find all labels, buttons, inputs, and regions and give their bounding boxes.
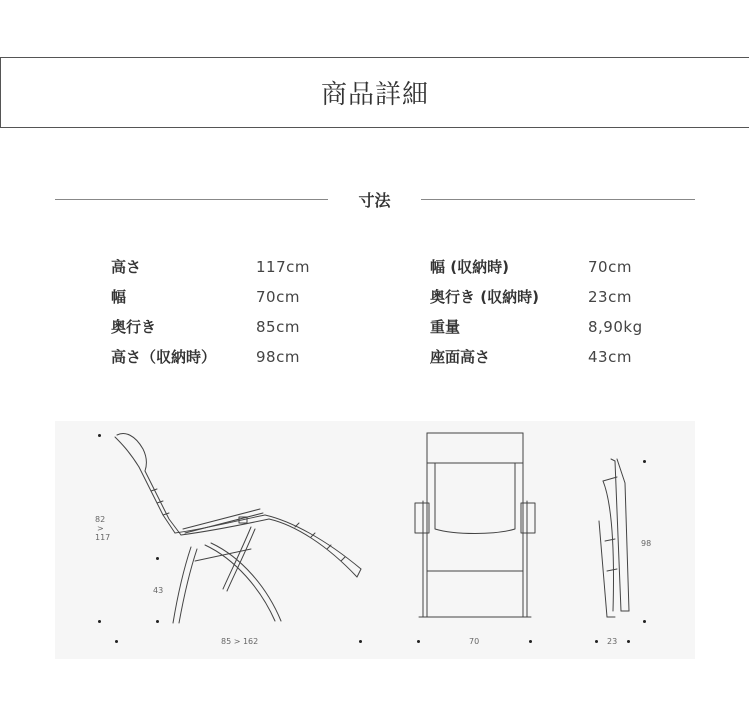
side-view-chair bbox=[115, 434, 361, 623]
marker-dot bbox=[417, 640, 420, 643]
dim-folded-height: 98 bbox=[641, 539, 652, 548]
marker-dot bbox=[115, 640, 118, 643]
marker-dot bbox=[595, 640, 598, 643]
page-title: 商品詳細 bbox=[320, 80, 429, 110]
marker-dot bbox=[643, 620, 646, 623]
dim-side-height-sep: > bbox=[97, 524, 104, 533]
dim-seat-height: 43 bbox=[153, 586, 164, 595]
spec-value-width: 70cm bbox=[256, 288, 300, 306]
marker-dot bbox=[643, 460, 646, 463]
marker-dot bbox=[156, 620, 159, 623]
spec-label-depth: 奥行き bbox=[111, 318, 157, 336]
dim-front-width: 70 bbox=[469, 637, 480, 646]
marker-dot bbox=[98, 620, 101, 623]
section-divider-right bbox=[421, 199, 695, 200]
spec-label-folded-height: 高さ（収納時） bbox=[111, 348, 217, 366]
spec-label-height: 高さ bbox=[111, 258, 142, 276]
dim-folded-depth: 23 bbox=[607, 637, 618, 646]
dim-side-height-bottom: 117 bbox=[95, 533, 111, 542]
dimension-diagram bbox=[55, 421, 695, 659]
marker-dot bbox=[98, 434, 101, 437]
spec-value-folded-depth: 23cm bbox=[588, 288, 632, 306]
section-divider-left bbox=[55, 199, 328, 200]
spec-label-seat-height: 座面高さ bbox=[430, 348, 491, 366]
marker-dot bbox=[359, 640, 362, 643]
spec-value-folded-width: 70cm bbox=[588, 258, 632, 276]
dim-side-height-top: 82 bbox=[95, 515, 106, 524]
marker-dot bbox=[529, 640, 532, 643]
front-view-chair bbox=[415, 433, 535, 617]
spec-value-depth: 85cm bbox=[256, 318, 300, 336]
chair-line-drawings bbox=[55, 421, 695, 659]
marker-dot bbox=[156, 557, 159, 560]
section-title: 寸法 bbox=[358, 191, 391, 210]
dim-side-depth: 85 > 162 bbox=[221, 637, 259, 646]
spec-label-width: 幅 bbox=[111, 288, 127, 306]
spec-label-folded-depth: 奥行き (収納時) bbox=[430, 288, 539, 306]
spec-value-folded-height: 98cm bbox=[256, 348, 300, 366]
spec-value-height: 117cm bbox=[256, 258, 310, 276]
marker-dot bbox=[627, 640, 630, 643]
page-header bbox=[0, 57, 749, 128]
spec-value-seat-height: 43cm bbox=[588, 348, 632, 366]
spec-label-folded-width: 幅 (収納時) bbox=[430, 258, 509, 276]
spec-value-weight: 8,90kg bbox=[588, 318, 643, 336]
spec-label-weight: 重量 bbox=[430, 318, 461, 336]
folded-view-chair bbox=[599, 459, 629, 617]
